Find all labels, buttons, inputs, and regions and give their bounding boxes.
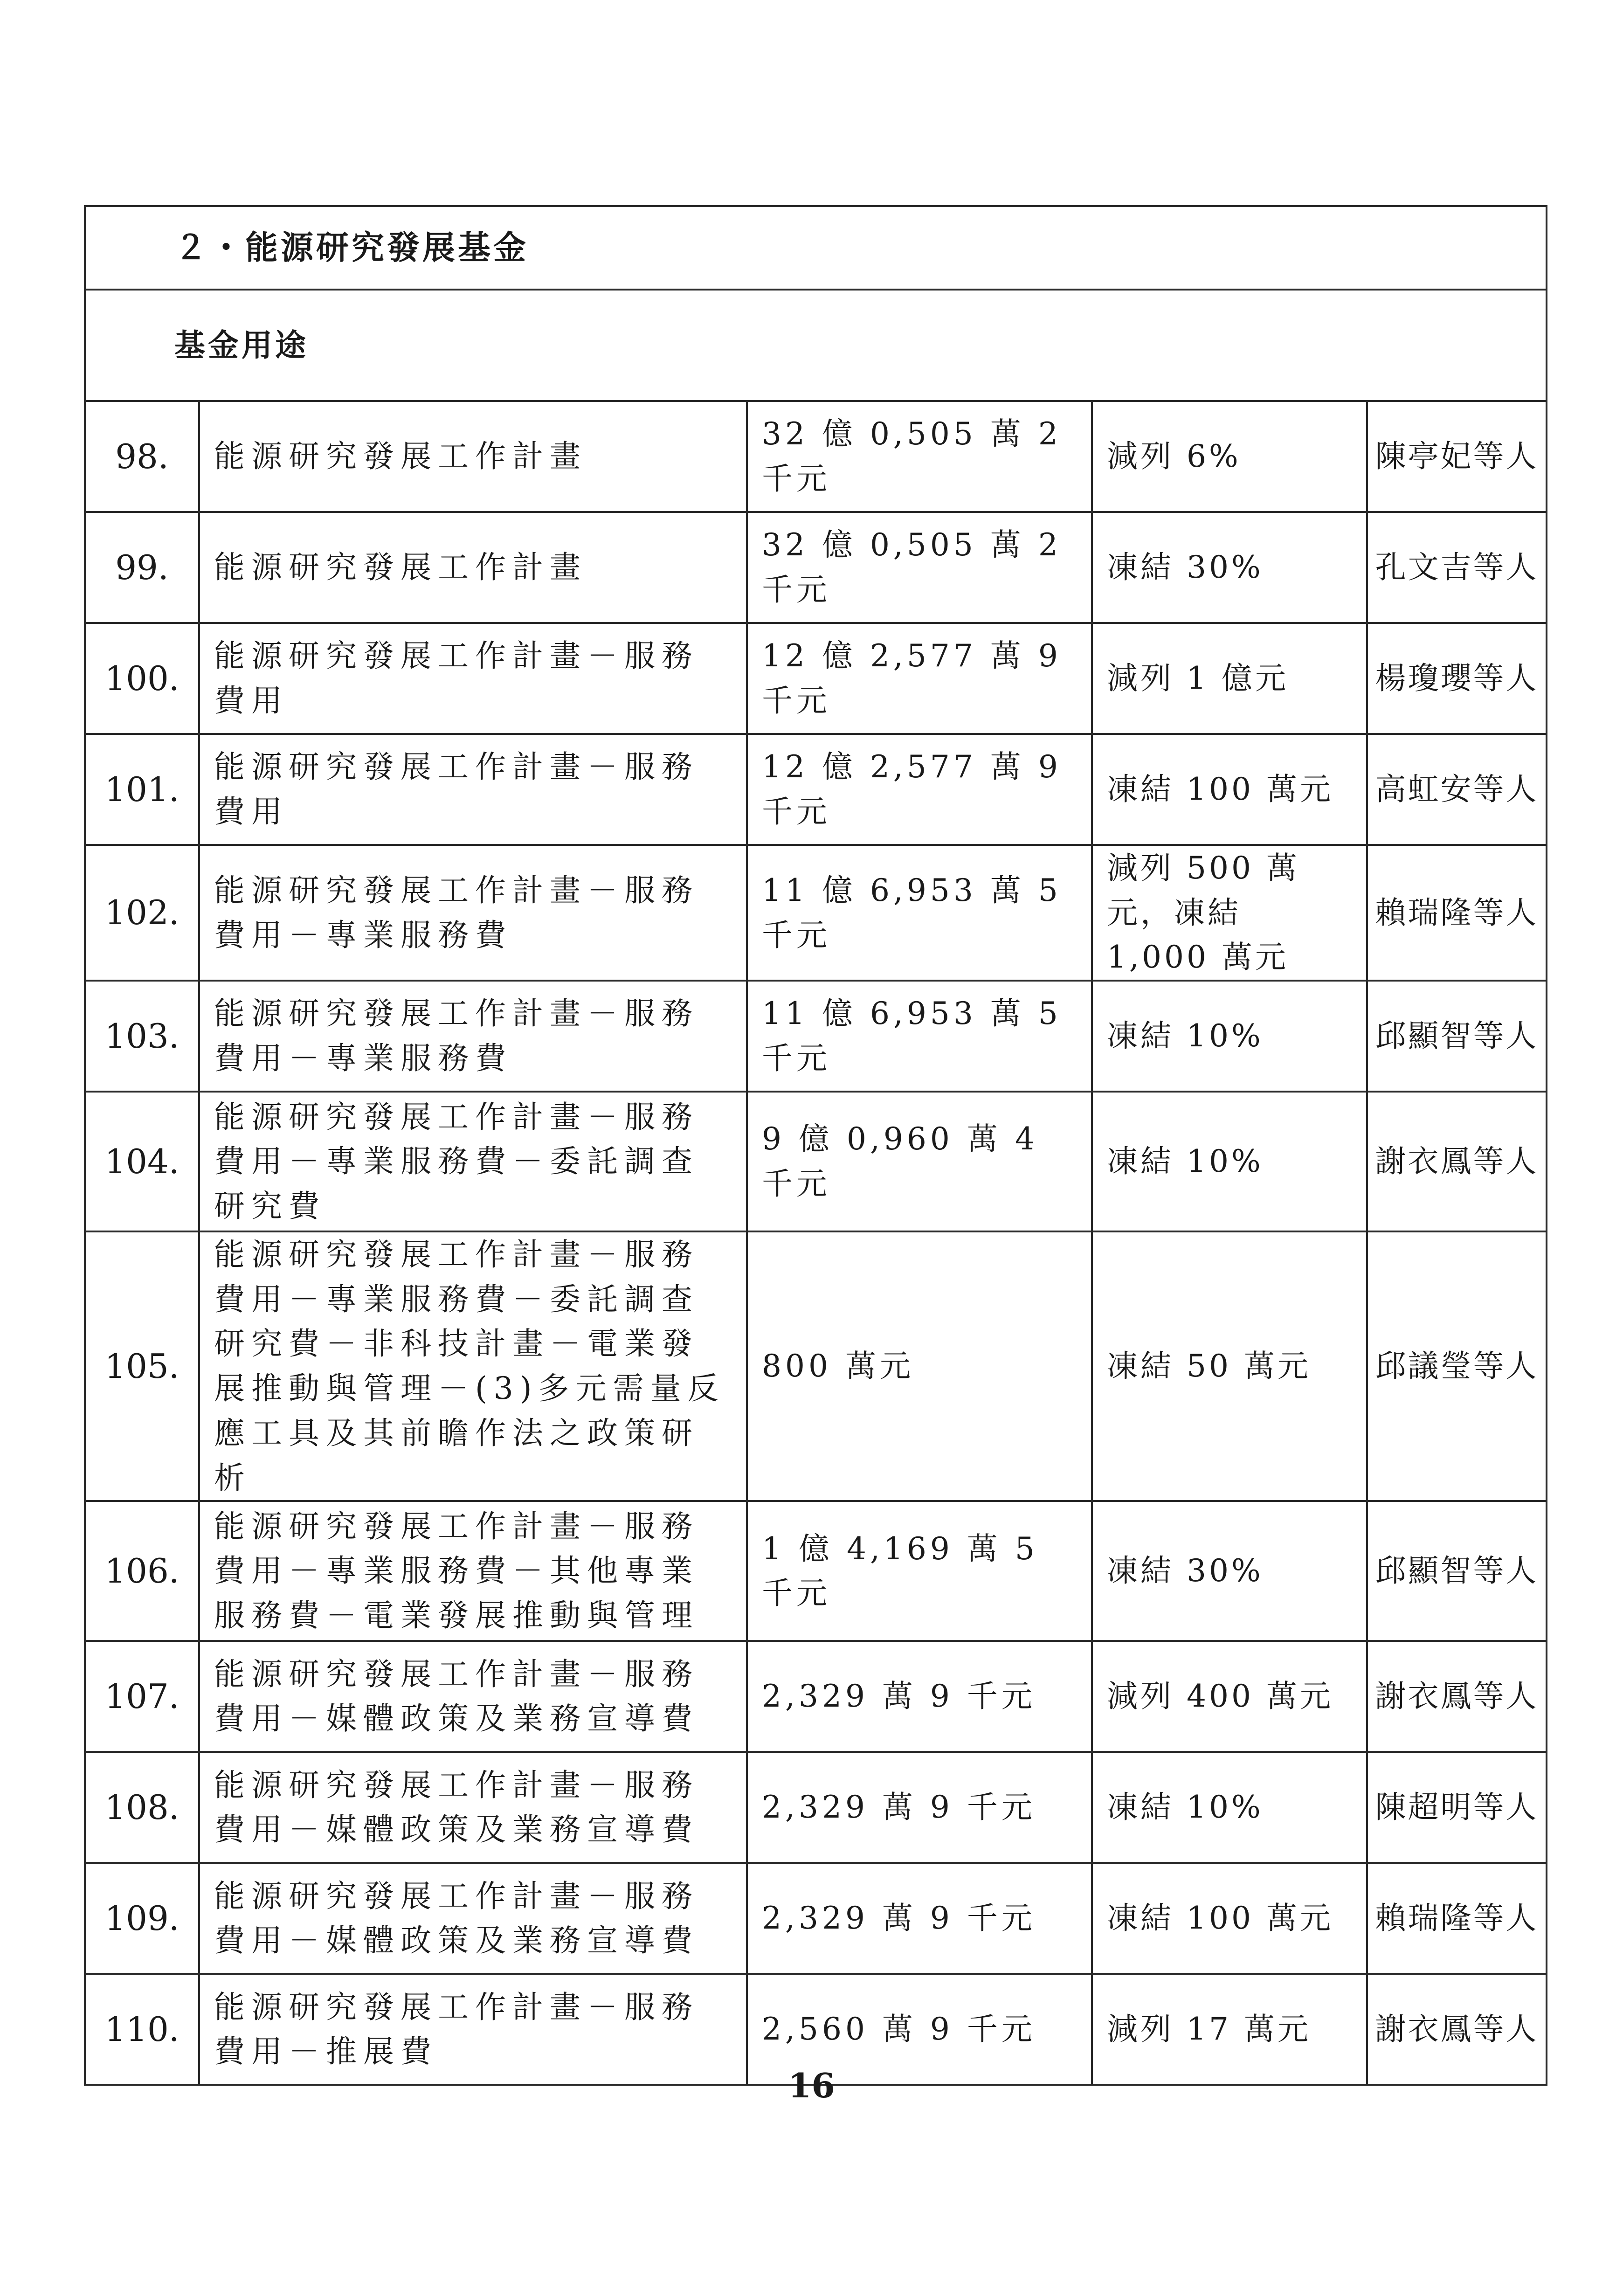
row-action: 凍結 10% (1092, 1092, 1367, 1231)
row-action: 減列 6% (1092, 401, 1367, 512)
budget-table (84, 205, 1547, 2086)
row-item: 能源研究發展工作計畫－服務費用 (199, 734, 747, 845)
row-item: 能源研究發展工作計畫－服務費用－媒體政策及業務宣導費 (199, 1752, 747, 1863)
row-amount: 12 億 2,577 萬 9 千元 (747, 623, 1092, 734)
row-number: 106. (85, 1501, 199, 1641)
row-number: 100. (85, 623, 199, 734)
table-row (85, 1092, 1547, 1231)
row-amount: 12 億 2,577 萬 9 千元 (747, 734, 1092, 845)
row-action: 減列 500 萬元，凍結 1,000 萬元 (1092, 845, 1367, 981)
row-amount: 2,329 萬 9 千元 (747, 1863, 1092, 1974)
row-item: 能源研究發展工作計畫－服務費用－專業服務費－委託調查研究費－非科技計畫－電業發展推動與管理－(3)多元需量反應工具及其前瞻作法之政策研析 (199, 1231, 747, 1501)
table-row (85, 401, 1547, 512)
table-row (85, 981, 1547, 1092)
row-action: 減列 400 萬元 (1092, 1641, 1367, 1752)
row-proposer: 邱顯智等人 (1367, 981, 1547, 1092)
section-subtitle-row (85, 290, 1547, 401)
row-proposer: 邱顯智等人 (1367, 1501, 1547, 1641)
row-item: 能源研究發展工作計畫 (199, 401, 747, 512)
row-action: 凍結 100 萬元 (1092, 734, 1367, 845)
row-action: 減列 1 億元 (1092, 623, 1367, 734)
row-item: 能源研究發展工作計畫－服務費用－專業服務費－其他專業服務費－電業發展推動與管理 (199, 1501, 747, 1641)
table-row (85, 1863, 1547, 1974)
row-item: 能源研究發展工作計畫－服務費用－專業服務費－委託調查研究費 (199, 1092, 747, 1231)
section-subtitle: 基金用途 (85, 290, 1547, 401)
row-number: 109. (85, 1863, 199, 1974)
table-row (85, 1641, 1547, 1752)
row-action: 凍結 10% (1092, 1752, 1367, 1863)
row-proposer: 陳超明等人 (1367, 1752, 1547, 1863)
row-item: 能源研究發展工作計畫－服務費用－專業服務費 (199, 981, 747, 1092)
section-title: ２・能源研究發展基金 (85, 206, 1547, 290)
row-amount: 32 億 0,505 萬 2 千元 (747, 512, 1092, 623)
row-amount: 32 億 0,505 萬 2 千元 (747, 401, 1092, 512)
row-amount: 11 億 6,953 萬 5 千元 (747, 845, 1092, 981)
row-proposer: 邱議瑩等人 (1367, 1231, 1547, 1501)
row-number: 110. (85, 1974, 199, 2085)
table-row (85, 1231, 1547, 1501)
page-number: 16 (788, 2066, 835, 2105)
row-item: 能源研究發展工作計畫 (199, 512, 747, 623)
row-proposer: 賴瑞隆等人 (1367, 1863, 1547, 1974)
row-action: 凍結 50 萬元 (1092, 1231, 1367, 1501)
row-action: 凍結 100 萬元 (1092, 1863, 1367, 1974)
row-amount: 2,329 萬 9 千元 (747, 1641, 1092, 1752)
row-item: 能源研究發展工作計畫－服務費用－專業服務費 (199, 845, 747, 981)
row-item: 能源研究發展工作計畫－服務費用－媒體政策及業務宣導費 (199, 1641, 747, 1752)
row-action: 減列 17 萬元 (1092, 1974, 1367, 2085)
row-number: 101. (85, 734, 199, 845)
table-row (85, 512, 1547, 623)
row-amount: 2,329 萬 9 千元 (747, 1752, 1092, 1863)
row-number: 102. (85, 845, 199, 981)
row-number: 99. (85, 512, 199, 623)
row-item: 能源研究發展工作計畫－服務費用－推展費 (199, 1974, 747, 2085)
row-proposer: 謝衣鳳等人 (1367, 1974, 1547, 2085)
section-title-row (85, 206, 1547, 290)
row-proposer: 陳亭妃等人 (1367, 401, 1547, 512)
row-number: 103. (85, 981, 199, 1092)
row-amount: 1 億 4,169 萬 5 千元 (747, 1501, 1092, 1641)
row-number: 108. (85, 1752, 199, 1863)
row-proposer: 孔文吉等人 (1367, 512, 1547, 623)
row-number: 105. (85, 1231, 199, 1501)
table-row (85, 1752, 1547, 1863)
table-row (85, 734, 1547, 845)
row-action: 凍結 30% (1092, 1501, 1367, 1641)
row-amount: 2,560 萬 9 千元 (747, 1974, 1092, 2085)
row-action: 凍結 10% (1092, 981, 1367, 1092)
row-amount: 800 萬元 (747, 1231, 1092, 1501)
row-proposer: 高虹安等人 (1367, 734, 1547, 845)
row-amount: 11 億 6,953 萬 5 千元 (747, 981, 1092, 1092)
row-proposer: 謝衣鳳等人 (1367, 1092, 1547, 1231)
table-row (85, 1501, 1547, 1641)
row-proposer: 楊瓊瓔等人 (1367, 623, 1547, 734)
row-proposer: 賴瑞隆等人 (1367, 845, 1547, 981)
row-action: 凍結 30% (1092, 512, 1367, 623)
table-row (85, 623, 1547, 734)
row-proposer: 謝衣鳳等人 (1367, 1641, 1547, 1752)
row-item: 能源研究發展工作計畫－服務費用－媒體政策及業務宣導費 (199, 1863, 747, 1974)
row-number: 104. (85, 1092, 199, 1231)
table-row (85, 845, 1547, 981)
row-amount: 9 億 0,960 萬 4 千元 (747, 1092, 1092, 1231)
row-item: 能源研究發展工作計畫－服務費用 (199, 623, 747, 734)
row-number: 98. (85, 401, 199, 512)
row-number: 107. (85, 1641, 199, 1752)
